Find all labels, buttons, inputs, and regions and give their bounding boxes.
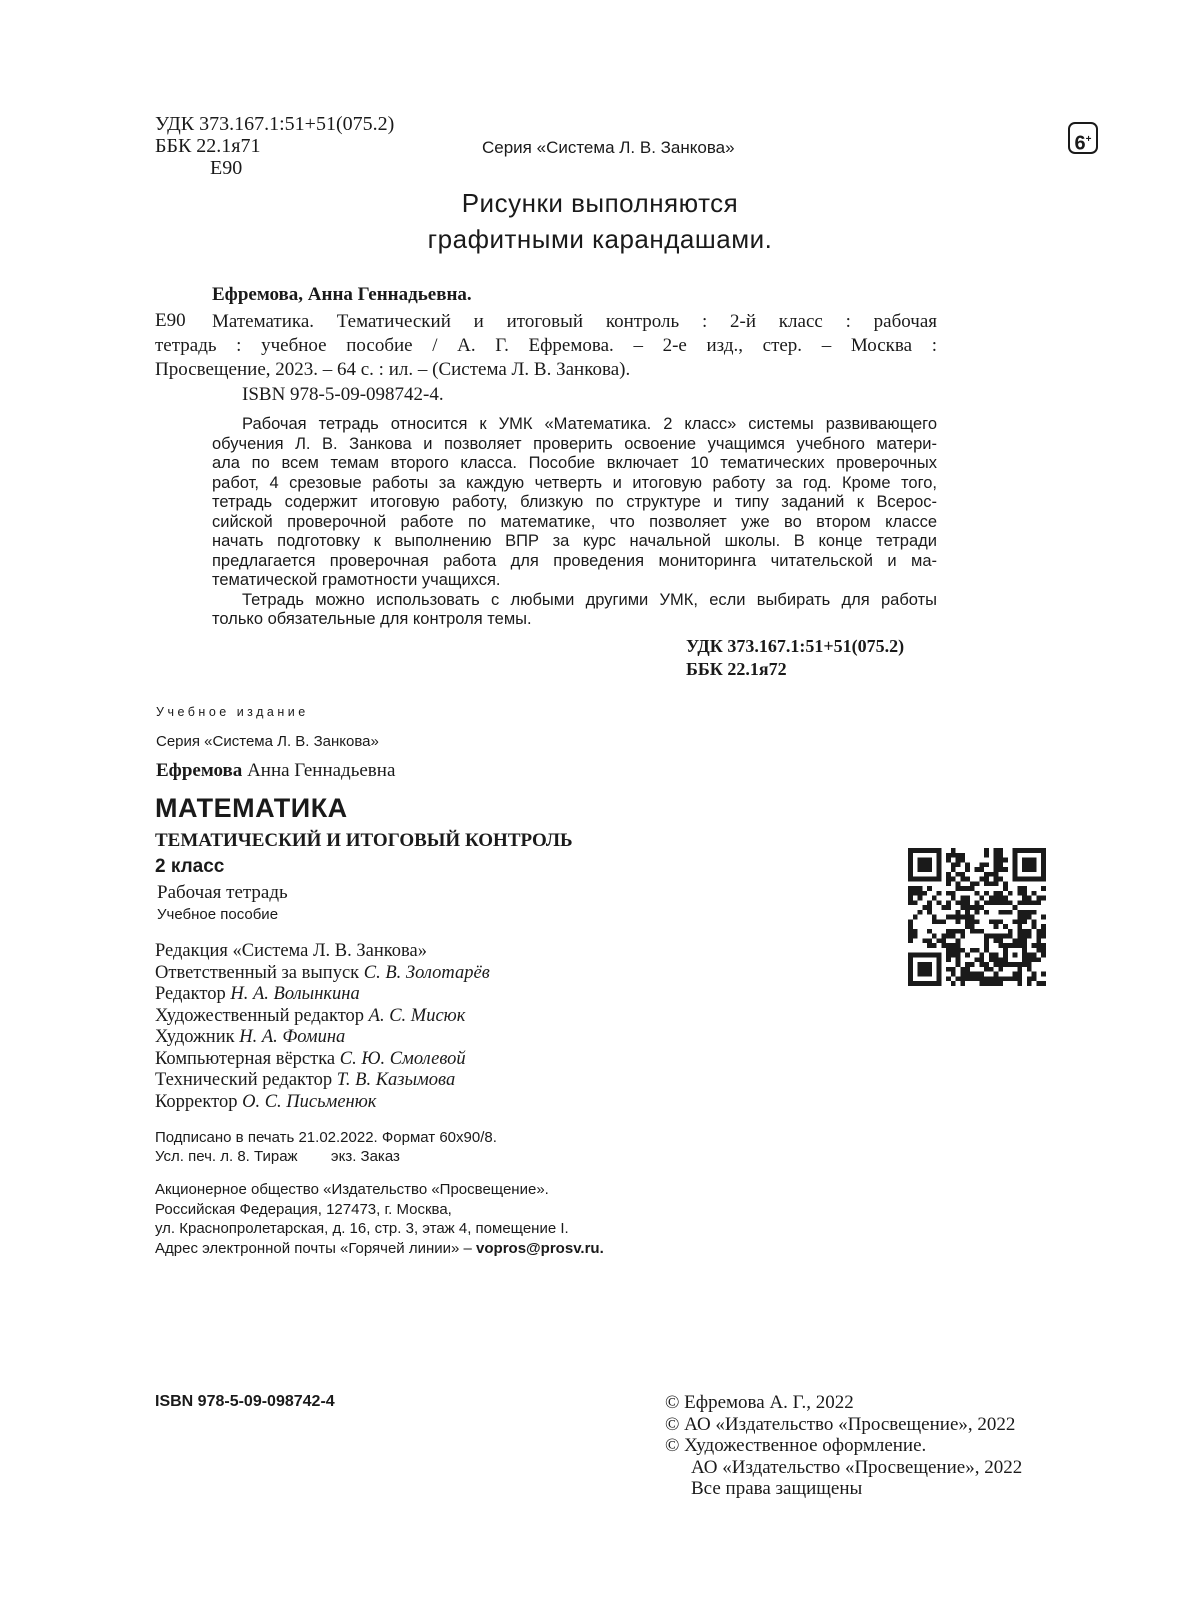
credit-role: Ответственный за выпуск xyxy=(155,962,364,983)
email-label: Адрес электронной почты «Горячей линии» – xyxy=(155,1239,477,1257)
credit-name: Т. В. Казымова xyxy=(336,1070,456,1090)
book-kind-secondary: Учебное пособие xyxy=(157,906,279,923)
credit-role: Технический редактор xyxy=(155,1070,337,1090)
credit-row xyxy=(155,984,490,1006)
isbn-footer: ISBN 978-5-09-098742-4 xyxy=(155,1393,335,1410)
credits-list xyxy=(155,941,490,1113)
credit-role: Художественный редактор xyxy=(155,1005,369,1026)
annotation-line: сийской проверочной работе по математике, что позволяет уже во втором классе xyxy=(212,512,937,531)
annotation-line: работ, 4 срезовые работы за каждую четверть и итоговую работу за год. Кроме того, xyxy=(212,473,937,492)
credit-row xyxy=(155,1070,490,1092)
annotation-line: только обязательные для контроля темы. xyxy=(212,610,532,628)
book-title: МАТЕМАТИКА xyxy=(155,793,348,823)
print-info xyxy=(155,1128,497,1166)
bbk-code: ББК 22.1я71 xyxy=(155,135,261,157)
copyright-line: © Ефремова А. Г., 2022 xyxy=(665,1392,854,1413)
annotation-line: предлагается проверочная работа для проведения мониторинга читательской и ма- xyxy=(212,551,937,570)
credit-row xyxy=(155,1006,490,1028)
credit-row xyxy=(155,963,490,985)
annotation-line: ала по всем темам второго класса. Пособие включает 10 тематических проверочных xyxy=(212,454,937,472)
annotation-line: тематической грамотности учащихся. xyxy=(212,571,501,589)
catalog-author: Ефремова, Анна Геннадьевна. xyxy=(212,284,472,305)
publisher-email-row xyxy=(155,1239,604,1259)
annotation xyxy=(212,415,937,630)
credit-role: Компьютерная вёрстка xyxy=(155,1048,340,1069)
publisher-info xyxy=(155,1180,604,1258)
publisher-line: Российская Федерация, 127473, г. Москва, xyxy=(155,1200,452,1218)
copyright-line: Все права защищены xyxy=(691,1478,863,1499)
credit-name: О. С. Письменюк xyxy=(242,1091,377,1112)
annotation-line: Рабочая тетрадь относится к УМК «Математика. 2 класс» системы развивающего xyxy=(242,415,937,433)
credit-name: С. Ю. Смолевой xyxy=(339,1048,466,1069)
annotation-line: обучения Л. В. Занкова и позволяет проверить освоение учащимся учебного матери- xyxy=(212,434,937,453)
age-rating-plus: + xyxy=(1085,134,1092,145)
series-label: Серия «Система Л. В. Занкова» xyxy=(482,138,735,157)
book-grade: 2 класс xyxy=(155,856,225,877)
credit-row xyxy=(155,1027,490,1049)
credit-row xyxy=(155,1049,490,1071)
catalog-bbk: ББК 22.1я72 xyxy=(686,659,787,679)
credit-name: С. В. Золотарёв xyxy=(363,962,490,983)
copyright-line: © Художественное оформление. xyxy=(665,1435,927,1456)
author-surname: Ефремова xyxy=(156,760,243,781)
catalog-udk: УДК 373.167.1:51+51(075.2) xyxy=(686,636,905,656)
credit-role: Художник xyxy=(155,1027,240,1047)
copyright-line: © АО «Издательство «Просвещение», 2022 xyxy=(665,1413,1016,1435)
catalog-mark: Е90 xyxy=(155,310,186,331)
credit-name: А. С. Мисюк xyxy=(368,1005,466,1026)
book-kind: Рабочая тетрадь xyxy=(157,882,288,903)
email-link[interactable]: vopros@prosv.ru. xyxy=(476,1239,604,1257)
imprint-series: Серия «Система Л. В. Занкова» xyxy=(156,733,379,750)
credit-role: Корректор xyxy=(155,1091,243,1112)
copyright-block xyxy=(665,1392,1022,1500)
bib-line: тетрадь : учебное пособие / А. Г. Ефремова. – 2-е изд., стер. – Москва : xyxy=(155,335,937,356)
publisher-line: ул. Краснопролетарская, д. 16, стр. 3, этаж 4, помещение I. xyxy=(155,1220,569,1237)
drawing-notice-line1: Рисунки выполняются xyxy=(461,188,739,218)
bib-line: Просвещение, 2023. – 64 с. : ил. – (Система Л. В. Занкова). xyxy=(155,359,631,380)
credit-name: Н. А. Волынкина xyxy=(230,984,360,1004)
bib-line: Математика. Тематический и итоговый контроль : 2-й класс : рабочая xyxy=(212,311,937,332)
credit-role: Редакция «Система Л. В. Занкова» xyxy=(155,941,427,961)
book-subtitle: ТЕМАТИЧЕСКИЙ И ИТОГОВЫЙ КОНТРОЛЬ xyxy=(155,830,573,851)
author-mark: Е90 xyxy=(210,157,243,179)
annotation-line: начать подготовку к выполнению ВПР за курс начальной школы. В конце тетради xyxy=(212,532,937,550)
qr-code xyxy=(908,848,1046,986)
print-info-line: Усл. печ. л. 8. Тираж экз. Заказ xyxy=(155,1148,400,1165)
age-rating-value: 6 xyxy=(1074,132,1086,155)
credit-row xyxy=(155,1092,490,1114)
annotation-line: тетрадь содержит итоговую работу, близкую по структуре и типу заданий к Всерос- xyxy=(212,493,937,511)
copyright-line: АО «Издательство «Просвещение», 2022 xyxy=(691,1456,1023,1478)
publisher-line: Акционерное общество «Издательство «Просвещение». xyxy=(155,1181,549,1198)
credit-row xyxy=(155,941,490,963)
imprint-author xyxy=(156,760,395,782)
credit-role: Редактор xyxy=(155,984,231,1004)
print-info-line: Подписано в печать 21.02.2022. Формат 60x90/8. xyxy=(155,1129,497,1146)
edition-type: Учебное издание xyxy=(156,705,309,719)
author-name: Анна Геннадьевна xyxy=(242,760,396,781)
annotation-line: Тетрадь можно использовать с любыми другими УМК, если выбирать для работы xyxy=(242,590,937,609)
catalog-isbn: ISBN 978-5-09-098742-4. xyxy=(242,384,444,405)
credit-name: Н. А. Фомина xyxy=(239,1027,346,1047)
udk-code: УДК 373.167.1:51+51(075.2) xyxy=(155,113,395,135)
drawing-notice-line2: графитными карандашами. xyxy=(427,224,773,254)
age-rating-badge xyxy=(1068,122,1098,154)
